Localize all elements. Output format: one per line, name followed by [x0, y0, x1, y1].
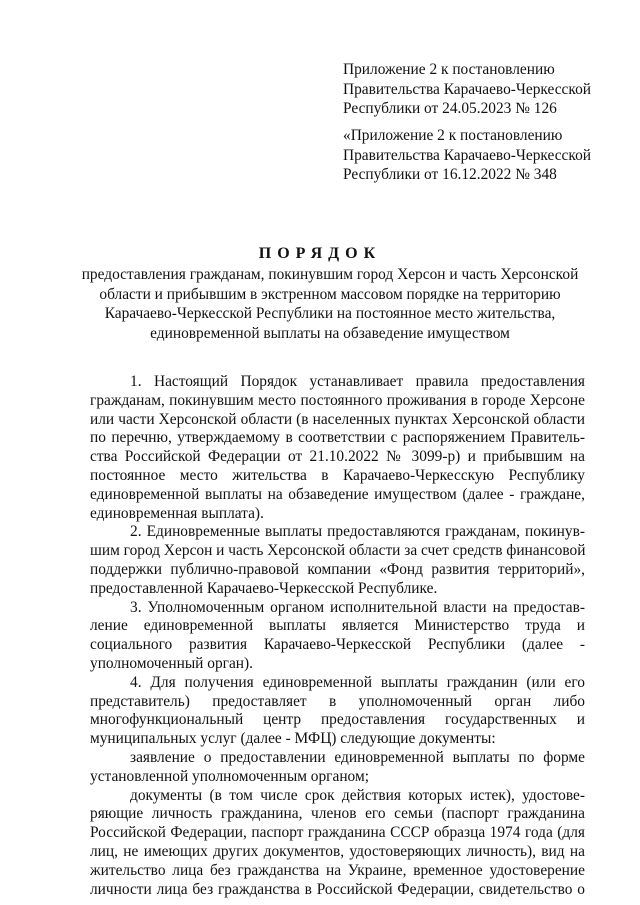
appendix-line: Республики от 24.05.2023 № 126 — [343, 100, 557, 117]
body-line: 1. Настоящий Порядок устанавливает правила предоставления — [130, 373, 585, 390]
body-line: или части Херсонской области (в населенных пунктах Херсонской области — [90, 410, 585, 428]
body-line: уполномоченный орган). — [90, 654, 253, 672]
body-line: документы (в том числе срок действия которых истек), удостове- — [130, 786, 585, 804]
document-title: ПОРЯДОК — [258, 245, 382, 262]
body-line: многофункциональный центр предоставления государственных и — [90, 711, 585, 729]
body-line: постоянное место жительства в Карачаево-Черкесскую Республику — [90, 466, 585, 484]
body-line: по перечню, утверждаемому в соответствии с распоряжением Правитель- — [90, 429, 585, 447]
subtitle-line: области и прибывшим в экстренном массовом порядке на территорию — [99, 285, 561, 303]
appendix-line: Приложение 2 к постановлению — [343, 61, 555, 78]
body-line: предоставленной Карачаево-Черкесской Республике. — [90, 579, 438, 597]
appendix-line: «Приложение 2 к постановлению — [343, 127, 563, 144]
body-line: 3. Уполномоченным органом исполнительной власти на предостав- — [130, 598, 585, 616]
document-body — [90, 373, 585, 899]
body-line: единовременной выплаты на обзаведение имуществом (далее - граждане, — [90, 485, 585, 503]
body-line: представитель) предоставляет в уполномоченный орган либо — [90, 692, 585, 710]
appendix-reference-old — [343, 126, 623, 185]
appendix-line: Правительства Карачаево-Черкесской — [343, 80, 592, 98]
body-line: 2. Единовременные выплаты предоставляются гражданам, покинув- — [130, 523, 585, 541]
body-line: жительство лица без гражданства на Украине, временное удостоверение — [90, 861, 585, 879]
body-line: ление единовременной выплаты является Министерство труда и — [90, 617, 585, 635]
body-line: заявление о предоставлении единовременной выплаты по форме — [130, 748, 585, 766]
body-line: гражданам, покинувшим место постоянного проживания в городе Херсоне — [90, 391, 585, 409]
body-line: муниципальных услуг (далее - МФЦ) следующие документы: — [90, 730, 496, 748]
appendix-line: Правительства Карачаево-Черкесской — [343, 146, 592, 164]
subtitle-line: Карачаево-Черкесской Республики на постоянное место жительства, — [104, 305, 556, 322]
appendix-reference-new — [343, 60, 623, 119]
subtitle-line: единовременной выплаты на обзаведение имуществом — [150, 324, 510, 342]
body-line: поддержки публично-правовой компании «Фонд развития территорий», — [90, 560, 585, 578]
body-line: установленной уполномоченным органом; — [90, 767, 369, 785]
body-line: шим город Херсон и часть Херсонской области за счет средств финансовой — [90, 542, 585, 560]
body-line: единовременная выплата). — [90, 504, 264, 522]
subtitle-line: предоставления гражданам, покинувшим город Херсон и часть Херсонской — [81, 266, 579, 283]
document-subtitle — [80, 265, 580, 343]
body-line: социального развития Карачаево-Черкесской Республики (далее - — [90, 636, 585, 654]
body-line: ряющие личность гражданина, членов его семьи (паспорт гражданина — [90, 805, 585, 823]
body-line: 4. Для получения единовременной выплаты гражданин (или его — [130, 673, 585, 691]
appendix-line: Республики от 16.12.2022 № 348 — [343, 166, 557, 183]
body-line: лиц, не имеющих других документов, удостоверяющих личность), вид на — [90, 842, 585, 860]
body-line: ства Российской Федерации от 21.10.2022 № 3099-р) и прибывшим на — [90, 448, 585, 466]
body-line: личности лица без гражданства в Российской Федерации, свидетельство о — [90, 880, 585, 898]
body-line: Российской Федерации, паспорт гражданина СССР образца 1974 года (для — [90, 824, 585, 842]
